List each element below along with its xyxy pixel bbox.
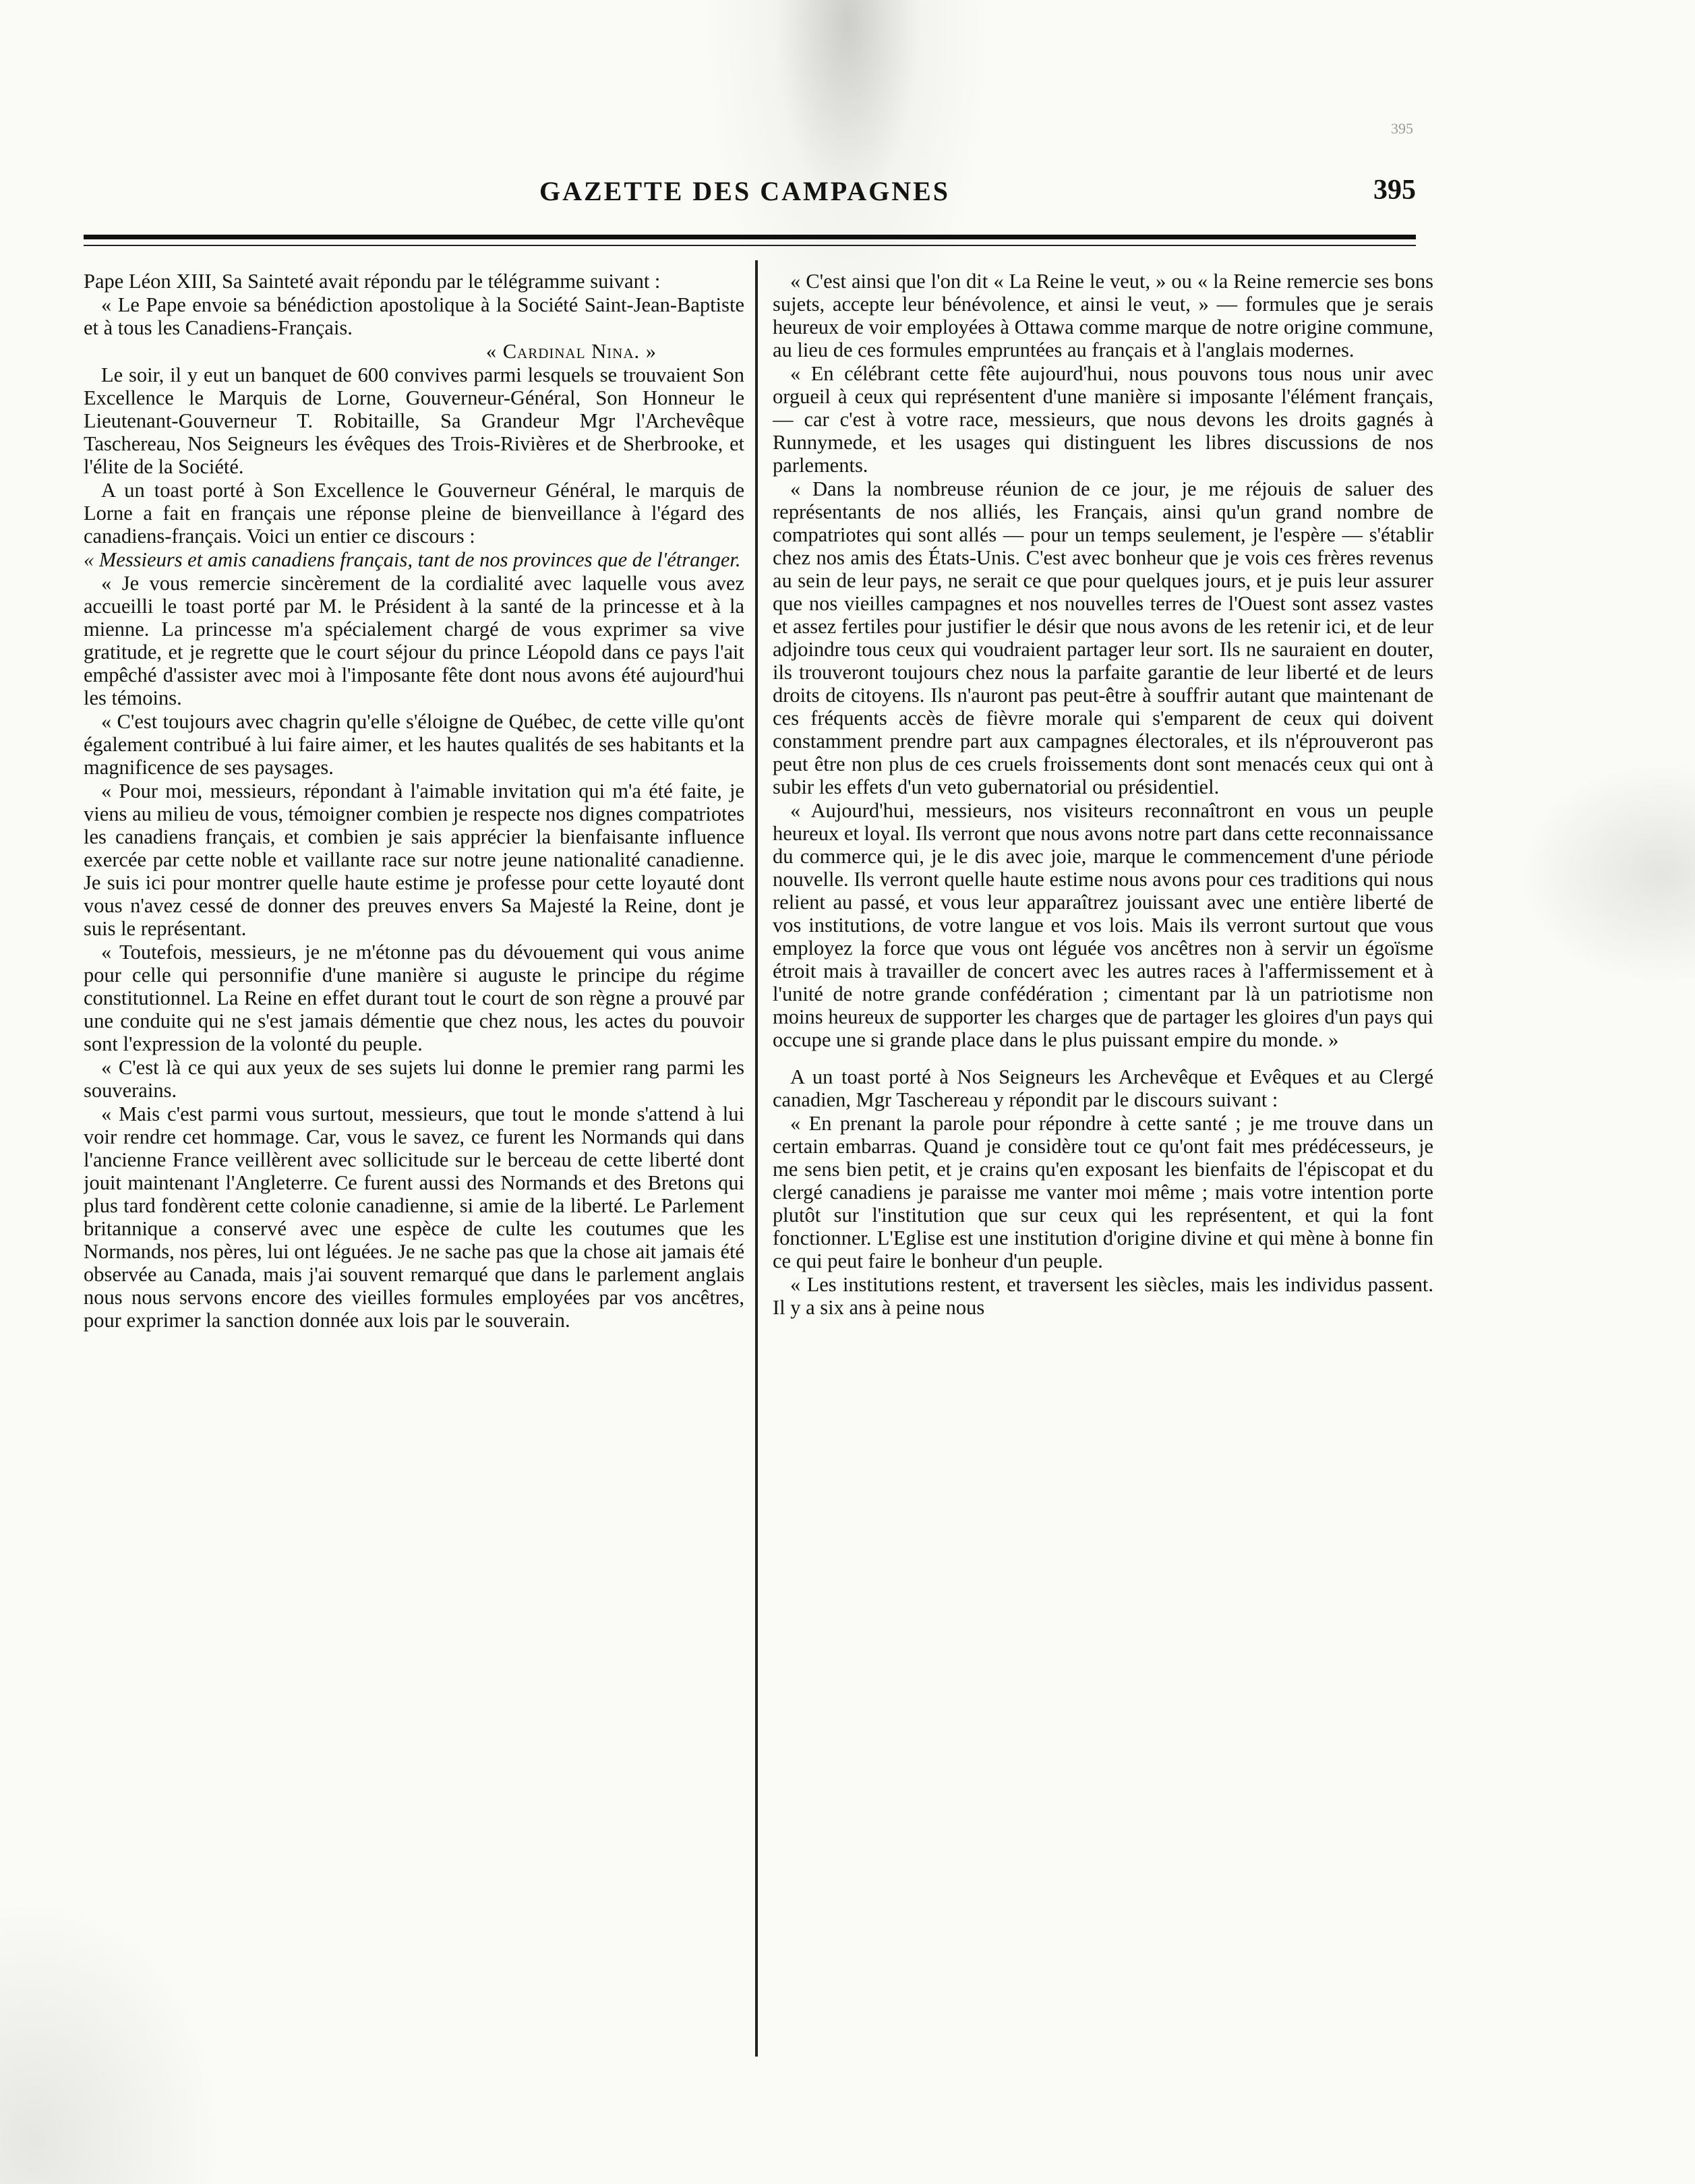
publication-title: GAZETTE DES CAMPAGNES — [539, 176, 951, 206]
paragraph: « Le Pape envoie sa bénédiction apostolique à la Société Saint-Jean-Baptiste et à tous les Canadiens-Français. — [84, 293, 744, 339]
paragraph: Pape Léon XIII, Sa Sainteté avait répondu par le télégramme suivant : — [84, 270, 661, 293]
paragraph: « Pour moi, messieurs, répondant à l'aimable invitation qui m'a été faite, je viens au milieu de vous, témoigner combien je respecte nos dignes compatriotes les canadiens français, et combien je sais apprécier la bienfaisante influence exercée par cette noble et vaillante race sur notre jeune nationalité canadienne. Je suis ici pour montrer quelle haute estime je professe pour cette loyauté dont vous n'avez cessé de donner des preuves envers Sa Majesté la Reine, dont je suis le représentant. — [84, 779, 744, 940]
column-divider — [755, 260, 758, 2057]
page-number: 395 — [1373, 175, 1416, 206]
left-column — [84, 270, 744, 2050]
header-rule-thick — [84, 235, 1416, 239]
paragraph: « C'est ainsi que l'on dit « La Reine le veut, » ou « la Reine remercie ses bons sujets, accepte leur bénévolence, et ainsi le veut, » — formules que je serais heureux de voir employées à Ottawa comme marque de notre origine commune, au lieu de ces formules empruntées au français et à l'anglais modernes. — [773, 270, 1433, 361]
paragraph: « En prenant la parole pour répondre à cette santé ; je me trouve dans un certain embarras. Quand je considère tout ce qu'ont fait mes prédécesseurs, je me sens bien petit, et je crains qu'en exposant les bienfaits de l'épiscopat et du clergé canadiens je paraisse me vanter moi même ; mais votre intention porte plutôt sur l'institution que sur ceux qui les représentent, et qui la font fonctionner. L'Eglise est une institution d'origine divine et qui mène à bonne fin ce qui peut faire le bonheur d'un peuple. — [773, 1112, 1433, 1272]
paragraph: « Toutefois, messieurs, je ne m'étonne pas du dévouement qui vous anime pour celle qui personnifie d'une manière si auguste le principe du régime constitutionnel. La Reine en effet durant tout le court de son règne a prouvé par une conduite qui ne s'est jamais démentie que chez nous, les actes du pouvoir sont l'expression de la volonté du peuple. — [84, 941, 744, 1055]
paragraph: « En célébrant cette fête aujourd'hui, nous pouvons tous nous unir avec orgueil à ceux qui représentent d'une manière si imposante l'élément français, — car c'est à votre race, messieurs, que nous devons les droits gagnés à Runnymede, et les usages qui distinguent les libres discussions de nos parlements. — [773, 362, 1433, 477]
paragraph: A un toast porté à Nos Seigneurs les Archevêque et Evêques et au Clergé canadien, Mgr Taschereau y répondit par le discours suivant : — [773, 1065, 1433, 1111]
paragraph: « Je vous remercie sincèrement de la cordialité avec laquelle vous avez accueilli le toast porté par M. le Président à la santé de la princesse et à la mienne. La princesse m'a spécialement chargé de vous exprimer sa vive gratitude, et je regrette que le court séjour du prince Léopold dans ce pays l'ait empêché d'assister avec moi à l'imposante fête dont nous avons été aujourd'hui les témoins. — [84, 572, 744, 709]
paragraph: « C'est là ce qui aux yeux de ses sujets lui donne le premier rang parmi les souverains. — [84, 1056, 744, 1102]
paragraph: « Dans la nombreuse réunion de ce jour, je me réjouis de saluer des représentants de nos alliés, les Français, ainsi qu'un grand nombre de compatriotes qui sont allés — pour un temps seulement, je l'espère — s'établir chez nos amis des États-Unis. C'est avec bonheur que je vois ces frères revenus au sein de leur pays, ne serait ce que pour quelques jours, et je puis leur assurer que nos vieilles campagnes et nos nouvelles terres de l'Ouest sont assez vastes et assez fertiles pour justifier le désir que nous avons de les retenir ici, et de leur adjoindre tous ceux qui voudraient partager leur sort. Ils ne sauraient en douter, ils trouveront toujours chez nous la parfaite garantie de leur liberté et de leurs droits de citoyens. Ils n'auront pas peut-être à souffrir autant que maintenant de ces fréquents accès de fièvre morale qui s'emparent de ceux qui doivent constamment prendre part aux campagnes électorales, et ils n'éprouveront pas peut être non plus de ces cruels froissements dont sont menacés ceux qui ont à subir les effets d'un veto gubernatorial ou présidentiel. — [773, 477, 1433, 798]
paragraph: « Aujourd'hui, messieurs, nos visiteurs reconnaîtront en vous un peuple heureux et loyal. Ils verront que nous avons notre part dans cette reconnaissance du commerce qui, je le dis avec joie, marque le commencement d'une période nouvelle. Ils verront quelle haute estime nous avons pour ces traditions qui nous relient au passé, et vous leur apparaîtrez jouissant avec une entière liberté de vos institutions, de votre langue et vos lois. Mais ils verront surtout que vous employez la force que vous ont léguée vos ancêtres non à servir un égoïsme étroit mais à travailler de concert avec les autres races à l'affermissement et à l'unité de notre grande confédération ; cimentant par là un patriotisme non moins heureux de supporter les charges que de partager les gloires d'un pays qui occupe une si grande place dans le plus puissant empire du monde. » — [773, 799, 1433, 1051]
page-header — [84, 171, 1416, 212]
paragraph: « Mais c'est parmi vous surtout, messieurs, que tout le monde s'attend à lui voir rendre cet hommage. Car, vous le savez, ce furent les Normands qui dans l'ancienne France veillèrent avec sollicitude sur le berceau de cette liberté dont jouit maintenant l'Angleterre. Ce furent aussi des Normands et des Bretons qui plus tard fondèrent cette colonie canadienne, si amie de la liberté. Le Parlement britannique a conservé avec une espèce de culte les coutumes que les Normands, nos pères, lui ont léguées. Je ne sache pas que la chose ait jamais été observée au Canada, mais j'ai souvent remarqué que dans le parlement anglais nous nous servons encore des vieilles formules employées par vos ancêtres, pour exprimer la sanction donnée aux lois par le souverain. — [84, 1102, 744, 1332]
paragraph: Le soir, il y eut un banquet de 600 convives parmi lesquels se trouvaient Son Excellence le Marquis de Lorne, Gouverneur-Général, Son Honneur le Lieutenant-Gouverneur T. Robitaille, Sa Grandeur Mgr l'Archevêque Taschereau, Nos Seigneurs les évêques des Trois-Rivières et de Sherbrooke, et l'élite de la Société. — [84, 363, 744, 478]
telegram-signature: « Cardinal Nina. » — [485, 340, 657, 363]
paragraph: « C'est toujours avec chagrin qu'elle s'éloigne de Québec, de cette ville qu'ont également contribué à lui faire aimer, et les hautes qualités de ses habitants et la magnificence de ses paysages. — [84, 710, 744, 779]
header-rule-thin — [84, 245, 1416, 246]
paragraph: A un toast porté à Son Excellence le Gouverneur Général, le marquis de Lorne a fait en français une réponse pleine de bienveillance à l'égard des canadiens-français. Voici un entier ce discours : — [84, 479, 744, 548]
spacer — [773, 1052, 1433, 1065]
speech-salutation: « Messieurs et amis canadiens français, tant de nos provinces que de l'étranger. — [84, 548, 741, 571]
right-column — [773, 270, 1433, 2050]
faint-page-number: 395 — [1391, 120, 1413, 137]
paragraph: « Les institutions restent, et traversent les siècles, mais les individus passent. Il y a six ans à peine nous — [773, 1273, 1433, 1319]
